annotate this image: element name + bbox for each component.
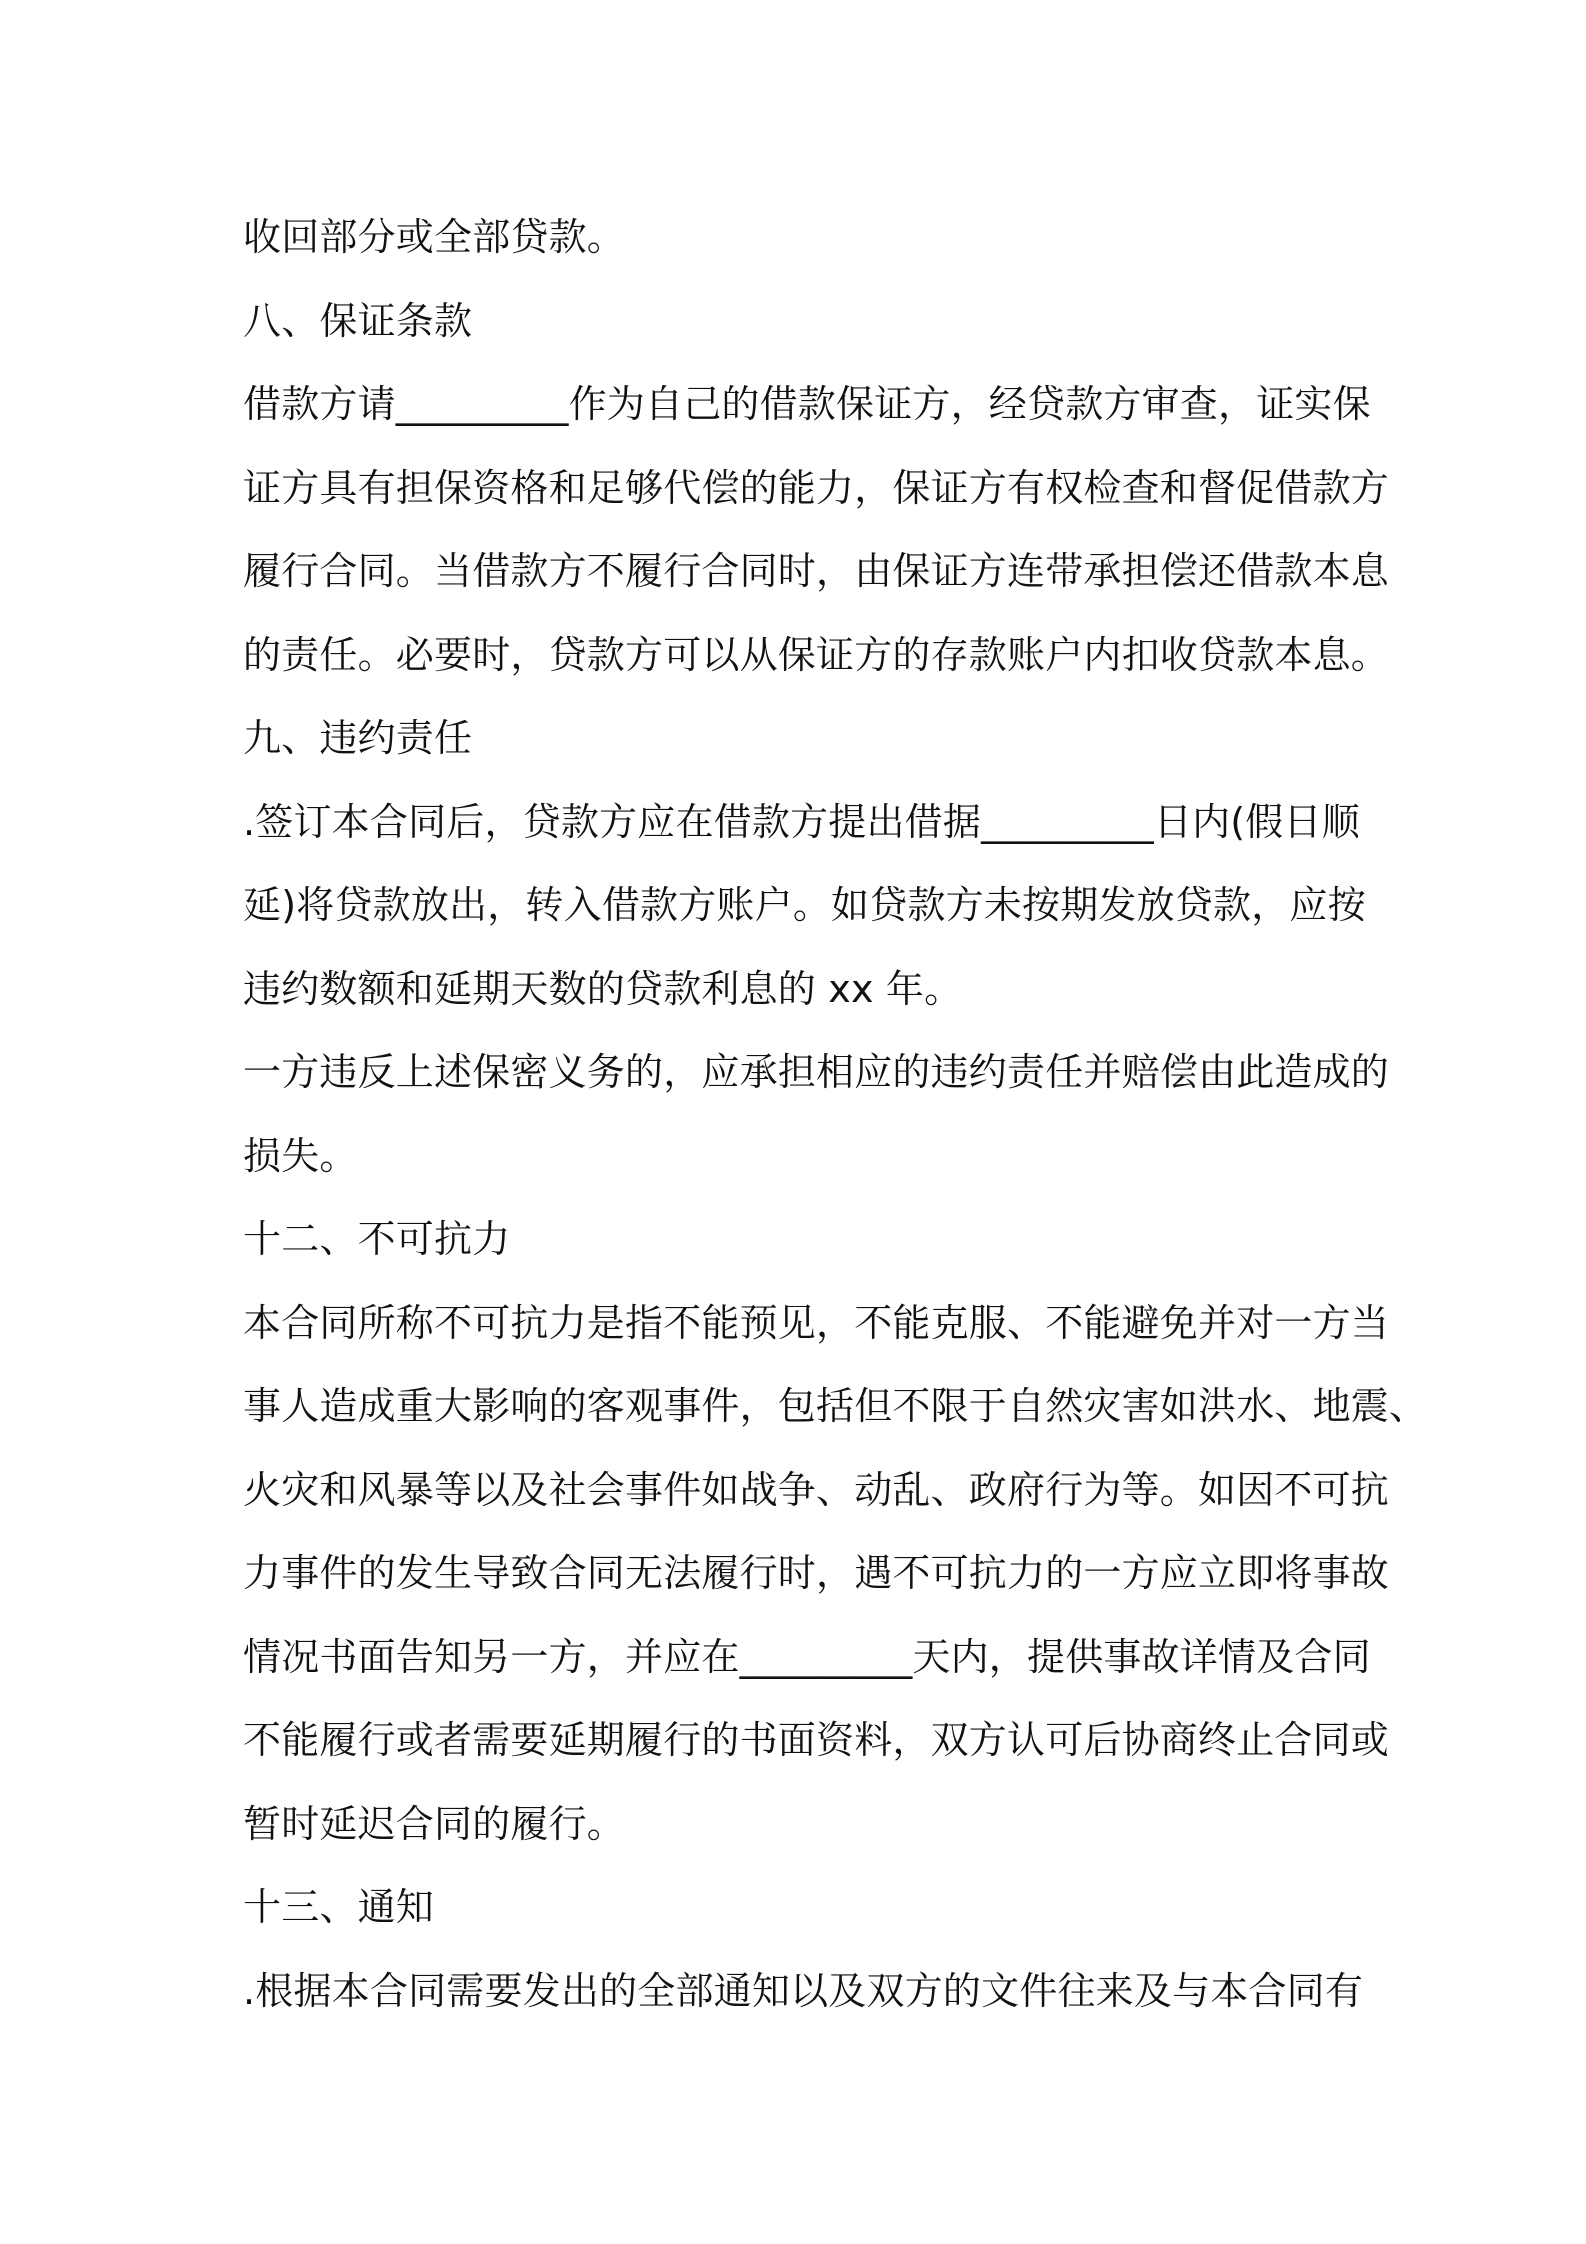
document-body (243, 196, 1428, 2033)
body-line: 证方具有担保资格和足够代偿的能力，保证方有权检查和督促借款方 (243, 465, 1390, 510)
section-heading-notice: 十三、通知 (243, 1885, 435, 1929)
body-line: 违约数额和延期天数的贷款利息的 xx 年。 (243, 966, 963, 1011)
body-line: .根据本合同需要发出的全部通知以及双方的文件往来及与本合同有 (243, 1968, 1364, 2013)
body-line: 事人造成重大影响的客观事件，包括但不限于自然灾害如洪水、地震、 (243, 1384, 1428, 1428)
body-line: 延)将贷款放出，转入借款方账户。如贷款方未按期发放贷款，应按 (243, 883, 1366, 927)
body-line: 一方违反上述保密义务的，应承担相应的违约责任并赔偿由此造成的 (243, 1050, 1390, 1094)
body-line: 履行合同。当借款方不履行合同时，由保证方连带承担偿还借款本息 (243, 549, 1390, 593)
body-line: 暂时延迟合同的履行。 (243, 1801, 626, 1846)
body-line: 的责任。必要时，贷款方可以从保证方的存款账户内扣收贷款本息。 (243, 632, 1390, 677)
section-heading-liability: 九、违约责任 (243, 716, 473, 760)
body-line: 借款方请_________作为自己的借款保证方，经贷款方审查，证实保 (243, 382, 1371, 426)
section-heading-guarantee: 八、保证条款 (243, 298, 473, 343)
body-line: 情况书面告知另一方，并应在_________天内，提供事故详情及合同 (243, 1634, 1371, 1679)
section-heading-force-majeure: 十二、不可抗力 (243, 1217, 511, 1261)
body-line: 力事件的发生导致合同无法履行时，遇不可抗力的一方应立即将事故 (243, 1551, 1390, 1595)
body-line: 火灾和风暴等以及社会事件如战争、动乱、政府行为等。如因不可抗 (243, 1467, 1390, 1512)
body-line: 收回部分或全部贷款。 (243, 215, 626, 259)
body-line: 本合同所称不可抗力是指不能预见，不能克服、不能避免并对一方当 (243, 1300, 1390, 1345)
body-line: 不能履行或者需要延期履行的书面资料，双方认可后协商终止合同或 (243, 1718, 1390, 1762)
body-line: 损失。 (243, 1133, 358, 1178)
body-line: .签订本合同后，贷款方应在借款方提出借据_________日内(假日顺 (243, 799, 1360, 844)
